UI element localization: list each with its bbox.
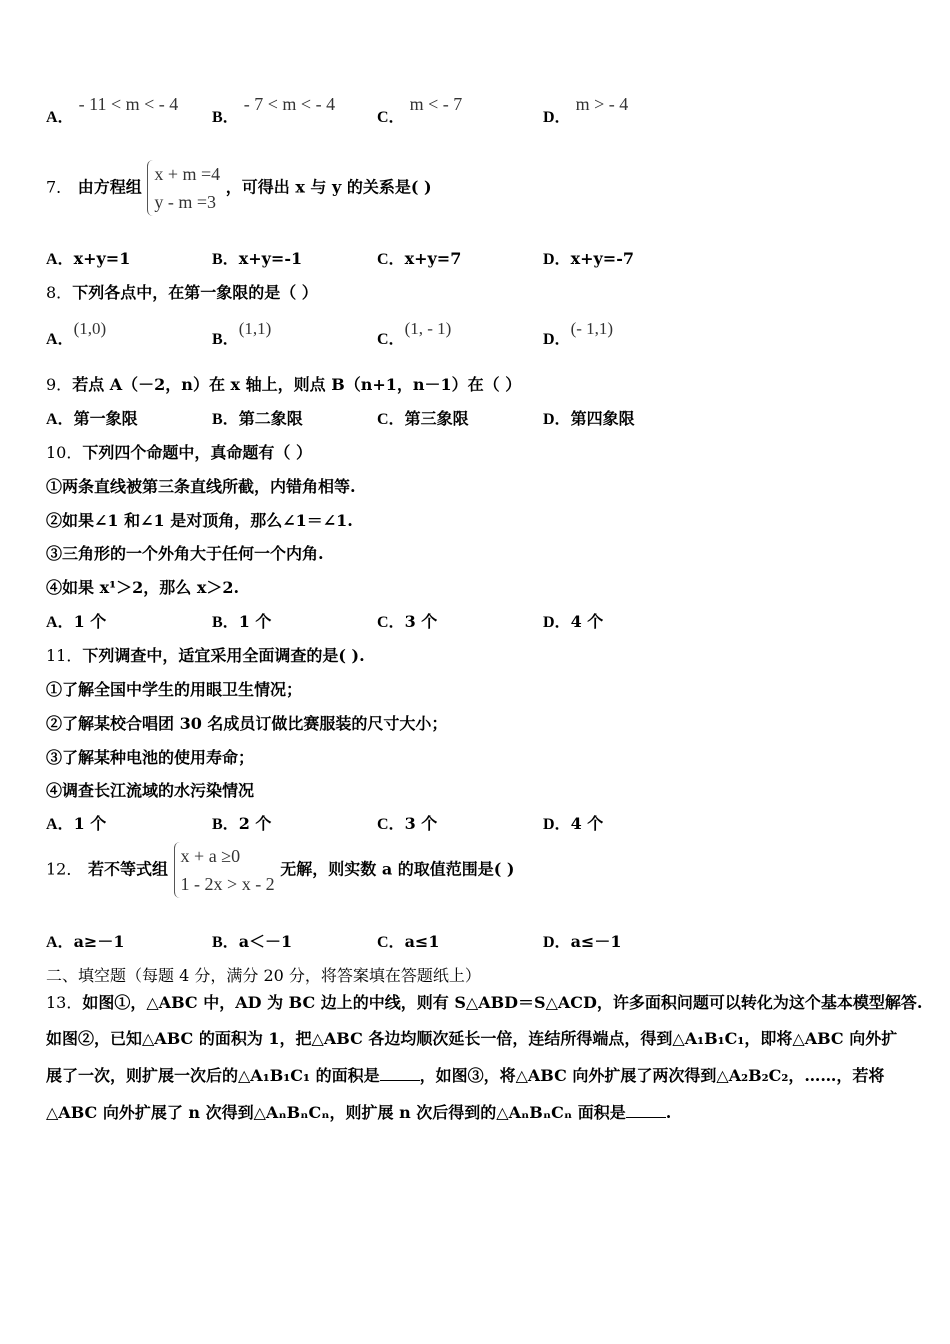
question-11	[46, 643, 365, 666]
equation: x + m =4	[154, 164, 221, 184]
proposition-item: ②如果∠1 和∠1 是对顶角，那么∠1＝∠1.	[46, 511, 353, 530]
q6-option-a	[46, 94, 179, 127]
q12-option-a	[46, 929, 124, 952]
option-label: C．	[377, 411, 405, 428]
question-13-line-2: 如图②，已知△ABC 的面积为 1，把△ABC 各边均顺次延长一倍，连结所得端点，得到△A₁B₁C₁，即将△ABC 向外扩	[46, 1029, 898, 1048]
question-text: 下列各点中，在第一象限的是（ ）	[72, 283, 318, 302]
question-number: 9．	[46, 375, 73, 394]
option-label: C．	[377, 614, 405, 631]
option-label: D．	[543, 614, 571, 631]
q6-option-b	[212, 94, 336, 127]
option-label: C．	[377, 109, 405, 126]
option-text: 第一象限	[73, 409, 138, 428]
question-text: 若点 A（－2，n）在 x 轴上，则点 B（n+1，n－1）在（ ）	[72, 375, 522, 394]
question-9	[46, 372, 521, 395]
answer-blank[interactable]	[626, 1116, 666, 1118]
question-text: 若不等式组	[87, 859, 168, 879]
question-text: 下列调查中，适宜采用全面调查的是( ).	[82, 646, 365, 665]
q12-option-c	[377, 929, 439, 952]
option-label: A．	[46, 411, 74, 428]
question-number: 10．	[46, 443, 83, 462]
option-expr: - 7 < m < - 4	[243, 94, 336, 114]
q9-option-b	[212, 406, 303, 429]
q8-option-b	[212, 319, 272, 349]
question-text: 展了一次，则扩展一次后的△A₁B₁C₁ 的面积是	[46, 1066, 380, 1085]
proposition-item: ①两条直线被第三条直线所截，内错角相等.	[46, 477, 356, 496]
q12-option-b	[212, 929, 292, 952]
q12-option-d	[543, 929, 621, 952]
survey-item: ③了解某种电池的使用寿命；	[46, 748, 255, 767]
option-text: 第二象限	[238, 409, 303, 428]
option-text: x+y=1	[73, 249, 131, 268]
inequality-system	[174, 842, 275, 898]
question-13-line-3	[46, 1063, 884, 1086]
option-text: a≤1	[404, 932, 440, 951]
option-label: B．	[212, 816, 239, 833]
option-label: C．	[377, 251, 405, 268]
question-10	[46, 440, 312, 463]
option-text: 2 个	[238, 814, 272, 833]
option-expr: (- 1,1)	[570, 319, 614, 338]
option-label: D．	[543, 411, 571, 428]
option-text: 3 个	[404, 814, 438, 833]
q8-option-d	[543, 319, 614, 349]
option-text: x+y=-7	[570, 249, 634, 268]
question-text: 无解，则实数 a 的取值范围是( )	[280, 859, 515, 879]
option-text: 第三象限	[404, 409, 469, 428]
option-label: A．	[46, 934, 74, 951]
option-text: a≥－1	[73, 932, 125, 951]
q10-option-a	[46, 609, 106, 632]
q6-option-d	[543, 94, 629, 127]
q11-option-b	[212, 811, 271, 834]
question-text: ，可得出 x 与 y 的关系是( )	[225, 177, 432, 197]
question-13-line-1	[46, 990, 922, 1013]
q7-option-b	[212, 246, 302, 269]
option-label: D．	[543, 251, 571, 268]
option-label: A．	[46, 816, 74, 833]
question-8	[46, 280, 318, 303]
answer-blank[interactable]	[380, 1079, 420, 1081]
question-12	[46, 842, 515, 898]
survey-item: ①了解全国中学生的用眼卫生情况；	[46, 680, 303, 699]
option-label: D．	[543, 331, 571, 348]
option-expr: (1,0)	[73, 319, 107, 338]
option-expr: m > - 4	[575, 94, 629, 114]
question-number: 13．	[46, 993, 83, 1012]
option-text: 1 个	[73, 612, 107, 631]
option-expr: - 11 < m < - 4	[78, 94, 179, 114]
option-label: D．	[543, 934, 571, 951]
q9-option-c	[377, 406, 469, 429]
q11-option-d	[543, 811, 603, 834]
question-text: △ABC 向外扩展了 n 次得到△AₙBₙCₙ，则扩展 n 次后得到的△AₙBₙCₙ 面积是	[46, 1103, 626, 1122]
option-expr: m < - 7	[409, 94, 463, 114]
survey-item: ②了解某校合唱团 30 名成员订做比赛服装的尺寸大小；	[46, 714, 448, 733]
section-heading: 二、填空题（每题 4 分，满分 20 分，将答案填在答题纸上）	[46, 966, 481, 985]
q10-option-b	[212, 609, 271, 632]
question-text: 下列四个命题中，真命题有（ ）	[82, 443, 312, 462]
question-number: 12．	[46, 859, 83, 879]
equation: y - m =3	[154, 192, 217, 212]
q7-option-a	[46, 246, 130, 269]
option-label: C．	[377, 934, 405, 951]
option-text: a＜－1	[238, 932, 293, 951]
question-number: 8．	[46, 283, 73, 302]
option-label: A．	[46, 614, 74, 631]
option-expr: (1,1)	[238, 319, 272, 338]
q6-option-c	[377, 94, 463, 127]
q11-option-a	[46, 811, 106, 834]
proposition-item: ④如果 x¹＞2，那么 x＞2.	[46, 578, 240, 597]
question-text: .	[665, 1103, 672, 1122]
option-text: 4 个	[570, 612, 604, 631]
option-text: x+y=-1	[238, 249, 303, 268]
option-label: B．	[212, 614, 239, 631]
question-13-line-4	[46, 1100, 671, 1123]
option-label: B．	[212, 411, 239, 428]
option-label: D．	[543, 109, 571, 126]
option-label: C．	[377, 816, 405, 833]
inequality: x + a ≥0	[180, 846, 241, 866]
option-text: 第四象限	[570, 409, 635, 428]
equation-system	[147, 160, 220, 216]
survey-item: ④调查长江流域的水污染情况	[46, 781, 255, 800]
option-label: B．	[212, 109, 239, 126]
option-label: B．	[212, 934, 239, 951]
option-text: x+y=7	[404, 249, 462, 268]
question-text: 由方程组	[77, 177, 142, 197]
option-text: 1 个	[73, 814, 107, 833]
q10-option-c	[377, 609, 437, 632]
option-label: A．	[46, 109, 74, 126]
q7-option-d	[543, 246, 634, 269]
option-label: D．	[543, 816, 571, 833]
option-label: B．	[212, 251, 239, 268]
question-number: 11．	[46, 646, 83, 665]
option-label: C．	[377, 331, 405, 348]
option-label: B．	[212, 331, 239, 348]
question-7	[46, 160, 432, 216]
question-text: 如图①，△ABC 中，AD 为 BC 边上的中线，则有 S△ABD＝S△ACD，许多面积问题可以转化为这个基本模型解答.	[82, 993, 923, 1012]
option-label: A．	[46, 331, 74, 348]
question-number: 7．	[46, 177, 73, 197]
q8-option-c	[377, 319, 452, 349]
option-text: 4 个	[570, 814, 604, 833]
q7-option-c	[377, 246, 461, 269]
option-text: a≤－1	[570, 932, 622, 951]
q9-option-d	[543, 406, 635, 429]
question-text: ，如图③，将△ABC 向外扩展了两次得到△A₂B₂C₂，……，若将	[419, 1066, 885, 1085]
option-expr: (1, - 1)	[404, 319, 452, 338]
q11-option-c	[377, 811, 437, 834]
option-label: A．	[46, 251, 74, 268]
proposition-item: ③三角形的一个外角大于任何一个内角.	[46, 544, 324, 563]
q9-option-a	[46, 406, 138, 429]
option-text: 3 个	[404, 612, 438, 631]
q10-option-d	[543, 609, 603, 632]
option-text: 1 个	[238, 612, 272, 631]
inequality: 1 - 2x > x - 2	[180, 874, 275, 894]
q8-option-a	[46, 319, 107, 349]
